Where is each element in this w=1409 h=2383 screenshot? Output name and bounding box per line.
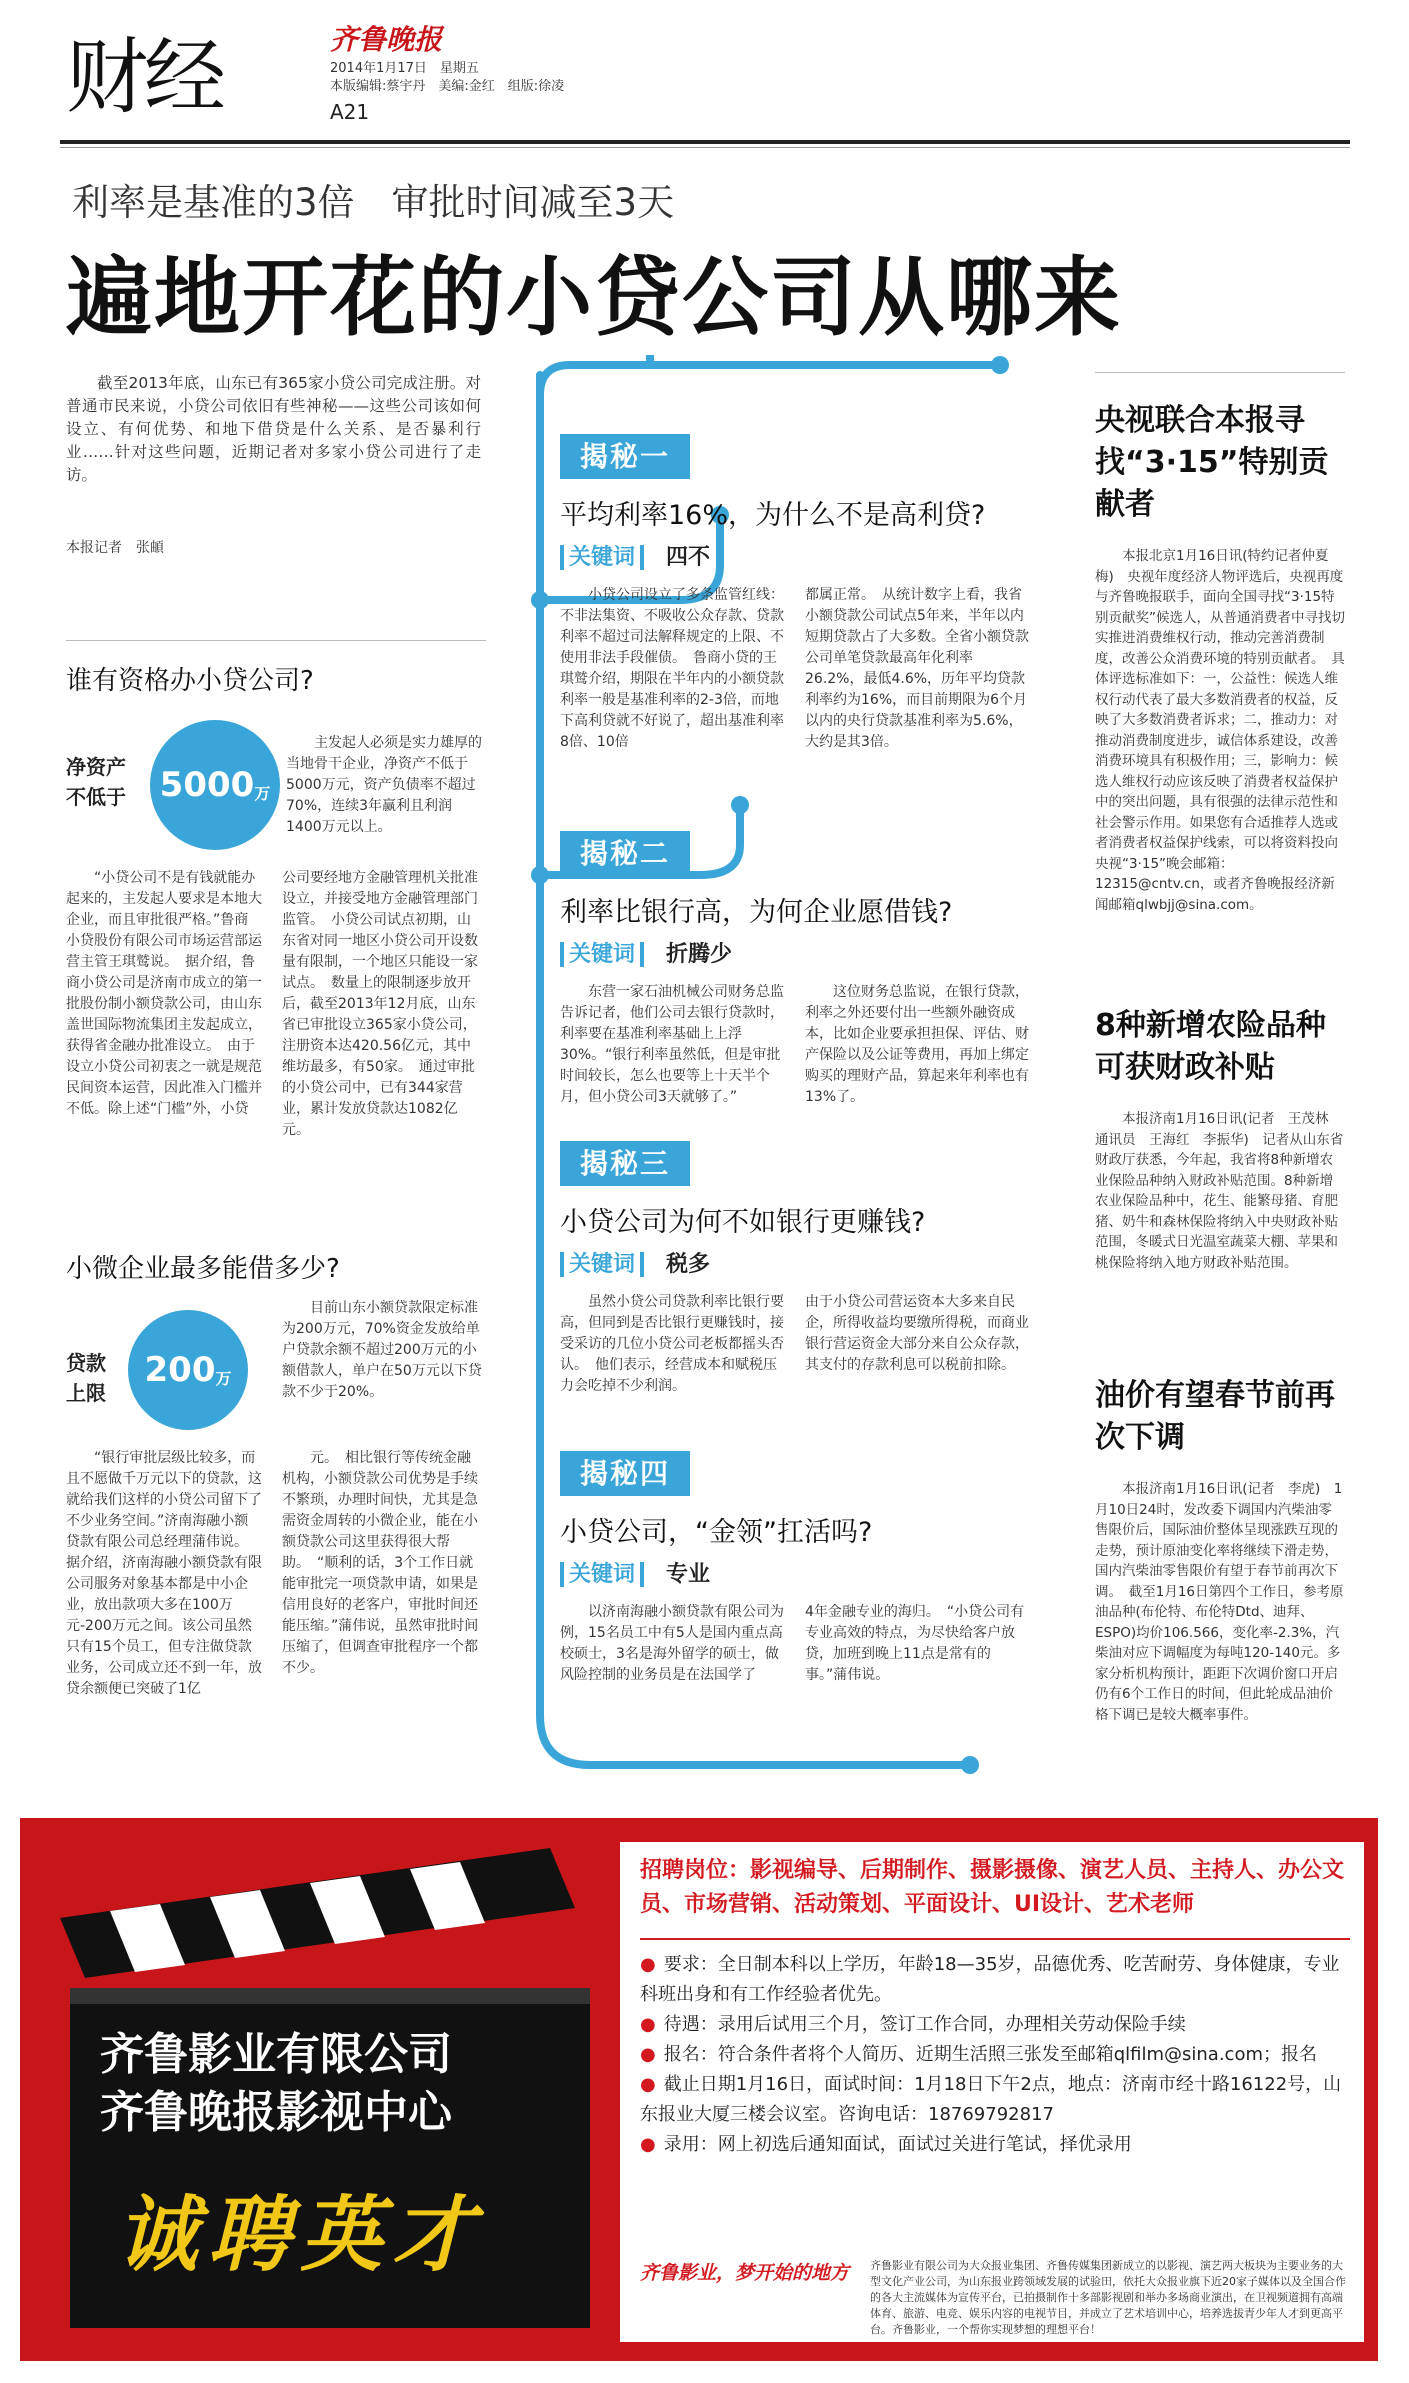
reveal-tag: 揭秘三 [560, 1141, 690, 1186]
issue-date: 2014年1月17日 星期五 [330, 61, 479, 76]
story-body: 本报北京1月16日讯(特约记者仲夏梅) 央视年度经济人物评选后，央视再度与齐鲁晚报联手，面向全国寻找“3·15特别贡献奖”候选人，从普通消费者中寻找切实推进消费维权行动，推动完善消费制度，改善公众消费环境的特别贡献者。 具体评选标准如下：一，公益性：候选人维权行动代表了最大多数消费者的权益，反映了大多数消费者诉求；二，推动力：对推动消费制度进步，诚信体系建设，改善消费环境具有积极作用；三，影响力：候选人维权行动应该反映了消费者权益保护中的突出问题，具有很强的法律示范性和社会警示作用。如果您有合适推荐人选或者消费者权益保护线索，可以将资料投向央视“3·15”晚会邮箱：12315@cntv.cn，或者齐鲁晚报经济新闻邮箱qlwbjj@sina.com。 [1095, 548, 1345, 913]
ad-item-text: 录用：网上初选后通知面试，面试过关进行笔试，择优录用 [663, 2134, 1132, 2155]
reveal-tag: 揭秘一 [560, 434, 690, 479]
jobs-list: 影视编导、后期制作、摄影摄像、演艺人员、主持人、办公文员、市场营销、活动策划、平面设计、UI设计、艺术老师 [640, 1858, 1345, 1917]
ad-item [640, 2130, 1350, 2160]
section-title: 财经 [66, 30, 223, 125]
reveal-question: 小贷公司，“金领”扛活吗? [560, 1517, 873, 1548]
reveal-keyword [560, 937, 1030, 968]
ad-item-text: 报名：符合条件者将个人简历、近期生活照三张发至邮箱qlfilm@sina.com；报名 [663, 2044, 1317, 2065]
reveal-col-b: 4年金融专业的海归。 “小贷公司有专业高效的特点，为尽快给客户放贷，加班到晚上11点是常有的事。”蒲伟说。 [805, 1604, 1025, 1683]
left-rule-1 [66, 640, 486, 641]
section-title-loan-limit: 小微企业最多能借多少? [66, 1254, 340, 1284]
loan-unit: 万 [215, 1368, 232, 1388]
reveal-2 [560, 832, 1030, 1108]
story-body: 本报济南1月16日讯(记者 李虎) 1月10日24时，发改委下调国内汽柴油零售限价后，国际油价整体呈现涨跌互现的走势，预计原油变化率将继续下滑走势，国内汽柴油零售限价有望于春节前再次下调。 截至1月16日第四个工作日，参考原油品种(布伦特、布伦特Dtd、迪拜、ESPO)均价106.566，变化率-2.3%，汽柴油对应下调幅度为每吨120-140元。多家分析机构预计，距距下次调价窗口开启仍有6个工作日的时间，但此轮成品油价格下调已是较大概率事件。 [1095, 1481, 1344, 1723]
article-col-1b: 公司要经地方金融管理机关批准设立，并接受地方金融管理部门监管。 小贷公司试点初期，山东省对同一地区小贷公司开设数量有限制，一个地区只能设一家试点。 数量上的限制逐步放开后，截至2013年12月底，山东省已审批设立365家小贷公司，注册资本达420.56亿元，其中维坊最多，有50家。 通过审批的小贷公司中，已有344家营业，累计发放贷款达1082亿元。 [282, 870, 478, 1138]
reveal-question: 平均利率16%，为什么不是高利贷? [560, 500, 986, 531]
stat-note-1: 主发起人必须是实力雄厚的当地骨干企业，净资产不低于5000万元，资产负债率不超过70%，连续3年赢利且利润1400万元以上。 [286, 735, 482, 835]
paper-logo: 齐鲁晚报 [330, 23, 443, 56]
reveal-4 [560, 1452, 1030, 1686]
loan-label [66, 1348, 106, 1408]
reveal-col-b: 由于小贷公司营运资本大多来自民企，所得收益均要缴所得税，而商业银行营运资金大部分来自公众存款，其支付的存款利息可以税前扣除。 [805, 1294, 1029, 1373]
stat-circle-200 [128, 1310, 248, 1430]
headline-kicker: 利率是基准的3倍 审批时间减至3天 [72, 181, 675, 224]
keyword-label: 关键词 [560, 1252, 644, 1277]
stat-number: 5000 [159, 765, 255, 805]
reveal-3 [560, 1142, 1030, 1397]
ad-details [640, 1950, 1350, 2160]
stat-unit: 万 [254, 783, 271, 803]
ad-item [640, 2040, 1350, 2070]
article-col-2b: 元。 相比银行等传统金融机构，小额贷款公司优势是手续不繁琐，办理时间快，尤其是急需资金周转的小微企业，能在小额贷款公司这里获得很大帮助。 “顺利的话，3个工作日就能审批完一项贷款申请，如果是信用良好的老客户，审批时间还能压缩。”蒲伟说，虽然审批时间压缩了，但调查审批程序一个都不少。 [282, 1450, 479, 1676]
article-col-2a: “银行审批层级比较多，而且不愿做千万元以下的贷款，这就给我们这样的小贷公司留下了不少业务空间。”济南海融小额贷款有限公司总经理蒲伟说。 据介绍，济南海融小额贷款有限公司服务对象基本都是中小企业，放出款项大多在100万元-200万元之间。该公司虽然只有15个员工，但专注做贷款业务，公司成立还不到一年，放贷余额便已突破了1亿 [66, 1450, 262, 1697]
byline: 本报记者 张頔 [66, 540, 164, 556]
reveal-col-a: 虽然小贷公司贷款利率比银行要高，但同到是否比银行更赚钱时，接受采访的几位小贷公司老板都摇头否认。 他们表示，经营成本和赋税压力会吃掉不少利润。 [560, 1294, 784, 1394]
keyword-label: 关键词 [560, 1562, 644, 1587]
bullet-icon: ● [640, 2134, 656, 2155]
reveal-tag: 揭秘四 [560, 1451, 690, 1496]
bullet-icon: ● [640, 2044, 656, 2065]
ad-item [640, 2070, 1350, 2130]
ad-company-1: 齐鲁影业有限公司 [100, 2029, 452, 2080]
loan-label-line1: 贷款 [66, 1351, 106, 1375]
page-number: A21 [330, 100, 370, 124]
keyword-value: 专业 [666, 1562, 711, 1587]
reveal-1 [560, 435, 1030, 753]
ad-item [640, 2010, 1350, 2040]
loan-label-line2: 上限 [66, 1381, 106, 1405]
ad-jobs [640, 1854, 1350, 1922]
keyword-value: 税多 [666, 1252, 711, 1277]
right-story-1 [1095, 400, 1345, 915]
right-rule-top [1095, 372, 1345, 373]
reveal-keyword [560, 1247, 1030, 1278]
headline-title: 遍地开花的小贷公司从哪来 [66, 248, 1122, 348]
stat-label-line2: 不低于 [66, 785, 126, 809]
masthead-rule-thin [60, 147, 1350, 148]
reveal-col-a: 东营一家石油机械公司财务总监告诉记者，他们公司去银行贷款时，利率要在基准利率基础上上浮30%。“银行利率虽然低，但是审批时间较长，怎么也要等上十天半个月，但小贷公司3天就够了。” [560, 984, 784, 1105]
right-story-2 [1095, 1005, 1345, 1273]
ad-footer-brand: 齐鲁影业，梦开始的地方 [640, 2262, 850, 2284]
right-story-3 [1095, 1375, 1345, 1725]
ad-divider [640, 1938, 1350, 1940]
stat-label-line1: 净资产 [66, 755, 126, 779]
ad-slogan: 诚聘英才 [116, 2187, 484, 2283]
reveal-keyword [560, 540, 1030, 571]
reveal-question: 小贷公司为何不如银行更赚钱? [560, 1207, 926, 1238]
story-title: 8种新增农险品种可获财政补贴 [1095, 1008, 1326, 1085]
ad-company-2: 齐鲁晚报影视中心 [100, 2087, 452, 2138]
ad-footer-text: 齐鲁影业有限公司为大众报业集团、齐鲁传媒集团新成立的以影视、演艺两大板块为主要业务的大型文化产业公司，为山东报业跨领域发展的试验田，依托大众报业旗下近20家子媒体以及全国合作的各大主流媒体为宣传平台，已拍摄制作十多部影视剧和举办多场商业演出，在卫视频道拥有高端体育、旅游、电竞、娱乐内容的电视节目，并成立了艺术培训中心，培养选拔青少年人才到更高平台。齐鲁影业，一个帮你实现梦想的理想平台！ [870, 2259, 1346, 2336]
recruitment-ad [20, 1818, 1378, 2361]
keyword-label: 关键词 [560, 545, 644, 570]
editors-line: 本版编辑:蔡宇丹 美编:金红 组版:徐凌 [330, 79, 565, 94]
story-title: 油价有望春节前再次下调 [1095, 1378, 1335, 1455]
stat-label [66, 752, 126, 812]
reveal-col-a: 小贷公司设立了多条监管红线：不非法集资、不吸收公众存款、贷款利率不超过司法解释规定的上限、不使用非法手段催债。 鲁商小贷的王琪鹫介绍，期限在半年内的小额贷款利率一般是基准利率的2-3倍，而地下高利贷就不好说了，超出基准利率8倍、10倍 [560, 587, 784, 750]
bullet-icon: ● [640, 2014, 656, 2035]
ad-item-text: 待遇：录用后试用三个月，签订工作合同，办理相关劳动保险手续 [663, 2014, 1186, 2035]
jobs-label: 招聘岗位： [640, 1858, 751, 1883]
keyword-label: 关键词 [560, 942, 644, 967]
reveal-question: 利率比银行高，为何企业愿借钱? [560, 897, 953, 928]
masthead-rule [60, 140, 1350, 144]
ad-item [640, 1950, 1350, 2010]
story-title: 央视联合本报寻找“3·15”特别贡献者 [1095, 403, 1329, 522]
bullet-icon: ● [640, 1954, 656, 1975]
bullet-icon: ● [640, 2074, 656, 2095]
section-title-qualification: 谁有资格办小贷公司? [66, 666, 314, 696]
keyword-value: 折腾少 [666, 942, 733, 967]
lead-paragraph: 截至2013年底，山东已有365家小贷公司完成注册。对普通市民来说，小贷公司依旧有些神秘——这些公司该如何设立、有何优势、和地下借贷是什么关系、是否暴利行业……针对这些问题，近期记者对多家小贷公司进行了走访。 [66, 374, 481, 484]
reveal-tag: 揭秘二 [560, 831, 690, 876]
reveal-col-b: 都属正常。 从统计数字上看，我省小额贷款公司试点5年来，半年以内短期贷款占了大多数。全省小额贷款公司单笔贷款最高年化利率26.2%，最低4.6%，历年平均贷款利率约为16%，而目前期限为6个月以内的央行贷款基准利率为5.6%，大约是其3倍。 [805, 587, 1029, 750]
reveal-col-b: 这位财务总监说，在银行贷款，利率之外还要付出一些额外融资成本，比如企业要承担担保、评估、财产保险以及公证等费用，再加上绑定购买的理财产品，算起来年利率也有13%了。 [805, 984, 1029, 1105]
reveal-keyword [560, 1557, 1030, 1588]
stat-circle-5000 [150, 720, 280, 850]
keyword-value: 四不 [666, 545, 711, 570]
reveal-col-a: 以济南海融小额贷款有限公司为例，15名员工中有5人是国内重点高校硕士，3名是海外留学的硕士，做风险控制的业务员是在法国学了 [560, 1604, 784, 1683]
story-body: 本报济南1月16日讯(记者 王茂林 通讯员 王海红 李振华) 记者从山东省财政厅获悉，今年起，我省将8种新增农业保险品种纳入财政补贴范围。8种新增农业保险品种中，花生、能繁母猪、育肥猪、奶牛和森林保险将纳入中央财政补贴范围，冬暖式日光温室蔬菜大棚、苹果和桃保险将纳入地方财政补贴范围。 [1095, 1111, 1344, 1271]
article-col-1a: “小贷公司不是有钱就能办起来的，主发起人要求是本地大企业，而且审批很严格。”鲁商小贷股份有限公司市场运营部运营主管王琪鹫说。 据介绍，鲁商小贷公司是济南市成立的第一批股份制小额贷款公司，由山东盖世国际物流集团主发起成立，获得省金融办批准设立。 由于设立小贷公司初衷之一就是规范民间资本运营，因此准入门槛并不低。除上述“门槛”外，小贷 [66, 870, 262, 1117]
loan-number: 200 [144, 1350, 216, 1390]
stat-note-2: 目前山东小额贷款限定标准为200万元，70%资金发放给单户贷款余额不超过200万元的小额借款人，单户在50万元以下贷款不少于20%。 [282, 1300, 482, 1400]
ad-item-text: 要求：全日制本科以上学历，年龄18—35岁，品德优秀、吃苦耐劳、身体健康，专业科班出身和有工作经验者优先。 [640, 1954, 1340, 2005]
ad-item-text: 截止日期1月16日，面试时间：1月18日下午2点，地点：济南市经十路16122号，山东报业大厦三楼会议室。咨询电话：18769792817 [640, 2074, 1342, 2125]
